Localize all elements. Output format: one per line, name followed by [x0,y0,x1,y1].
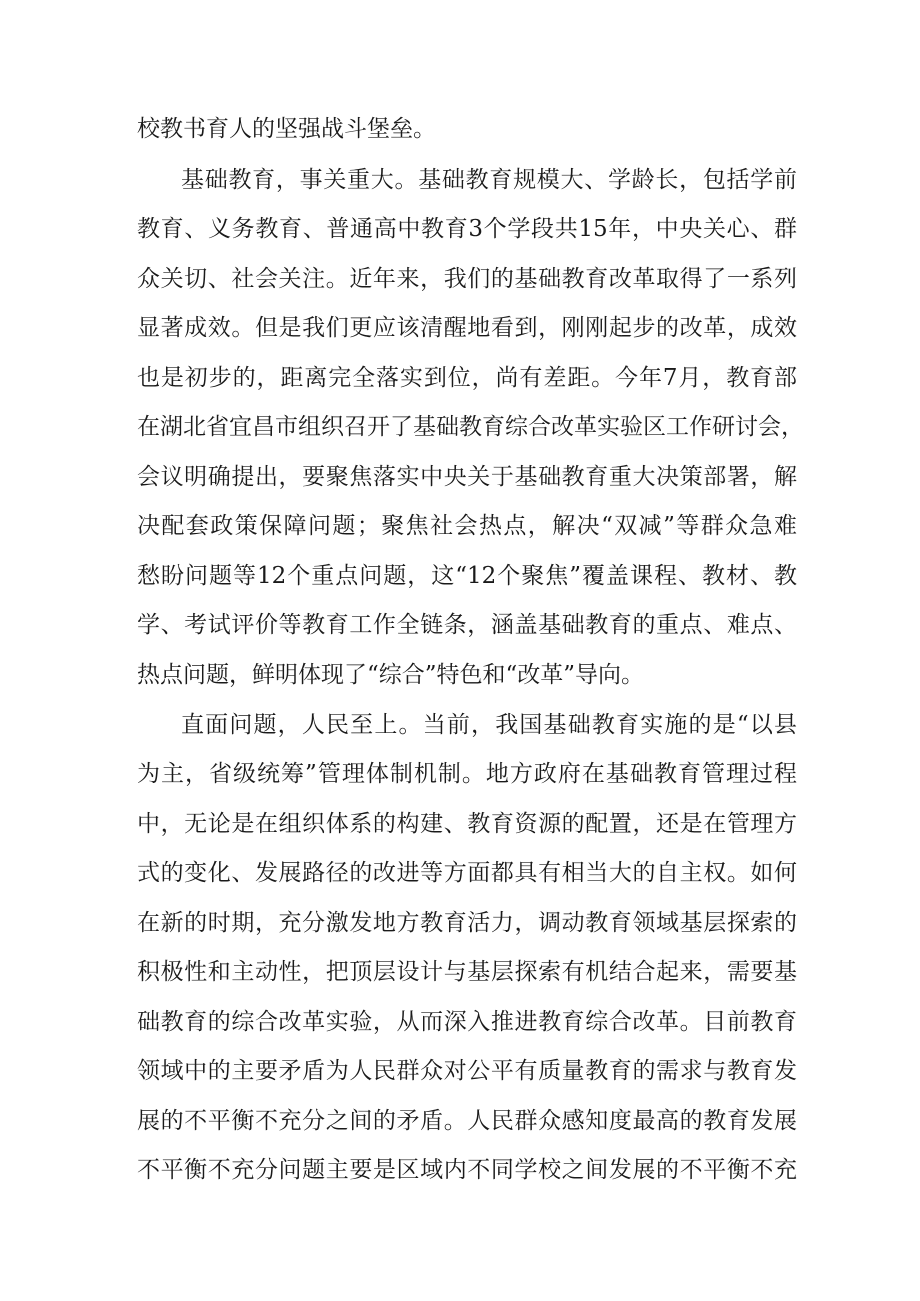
text-line: 不平衡不充分问题主要是区域内不同学校之间发展的不平衡不充 [137,1157,797,1183]
text-line: 学、考试评价等教育工作全链条，涵盖基础教育的重点、难点、 [137,612,797,638]
text-line: 领域中的主要矛盾为人民群众对公平有质量教育的需求与教育发 [137,1058,797,1084]
paragraph-first-line: 直面问题，人民至上。当前，我国基础教育实施的是“以县 [181,712,797,738]
text-line: 式的变化、发展路径的改进等方面都具有相当大的自主权。如何 [137,860,797,886]
text-line: 教育、义务教育、普通高中教育3个学段共15年，中央关心、群 [137,216,797,242]
text-line: 众关切、社会关注。近年来，我们的基础教育改革取得了一系列 [137,266,797,292]
text-line: 展的不平衡不充分之间的矛盾。人民群众感知度最高的教育发展 [137,1108,797,1134]
text-line: 积极性和主动性，把顶层设计与基层探索有机结合起来，需要基 [137,959,797,985]
text-line: 决配套政策保障问题；聚焦社会热点，解决“双减”等群众急难 [137,513,797,539]
text-line: 热点问题，鲜明体现了“综合”特色和“改革”导向。 [137,662,645,688]
text-line: 会议明确提出，要聚焦落实中央关于基础教育重大决策部署，解 [137,464,797,490]
text-line: 也是初步的，距离完全落实到位，尚有差距。今年7月，教育部 [137,365,797,391]
paragraph-first-line: 基础教育，事关重大。基础教育规模大、学龄长，包括学前 [181,167,797,193]
text-line: 为主，省级统筹”管理体制机制。地方政府在基础教育管理过程 [137,761,797,787]
text-line: 础教育的综合改革实验，从而深入推进教育综合改革。目前教育 [137,1009,797,1035]
text-line: 在湖北省宜昌市组织召开了基础教育综合改革实验区工作研讨会， [137,414,804,440]
text-line: 在新的时期，充分激发地方教育活力，调动教育领域基层探索的 [137,910,797,936]
text-line: 显著成效。但是我们更应该清醒地看到，刚刚起步的改革，成效 [137,315,797,341]
text-line: 中，无论是在组织体系的构建、教育资源的配置，还是在管理方 [137,811,797,837]
text-line: 校教书育人的坚强战斗堡垒。 [137,116,436,142]
text-line: 愁盼问题等12个重点问题，这“12个聚焦”覆盖课程、教材、教 [137,563,797,589]
